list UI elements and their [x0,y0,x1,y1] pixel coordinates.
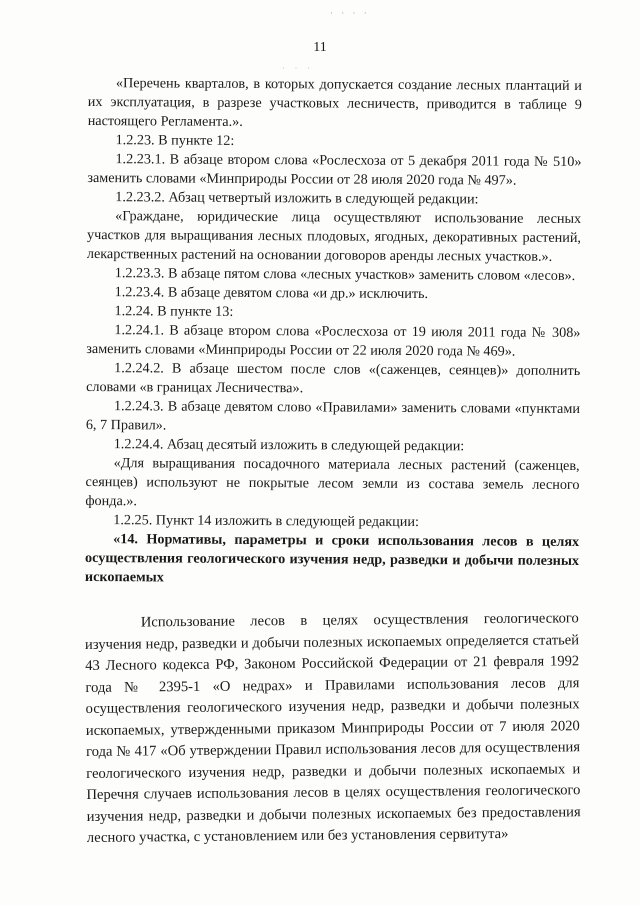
paragraph: 1.2.23.2. Абзац четвертый изложить в следующей редакции: [115,189,479,208]
paragraph: 1.2.24. В пункте 13: [114,303,234,320]
body-paragraph: Использование лесов в целях осуществления геологического изучения недр, разведки и добычи полезных ископаемых определяется статьей 43 Лесного кодекса РФ, Законом Российской Федерации от 21 февраля 1992 года № 2395-1 «О недрах» и Правилами использования лесов для осуществления геологического изучения недр, разведки и добычи полезных ископаемых, утвержденными приказом Минприроды России от 7 июля 2020 года № 417 «Об утверждении Правил использования лесов для осуществления геологического изучения недр, разведки и добычи полезных ископаемых и Перечня случаев использования лесов в целях осуществления геологического изучения недр, разведки и добычи полезных ископаемых без предоставления лесного участка, с установлением или без установления сервитута» [84,610,581,846]
paragraph: «Для выращивания посадочного материала лесных растений (саженцев, сеянцев) используют не покрытые лесом земли из состава земель лесного фонда.». [85,455,580,510]
paragraph: 1.2.24.4. Абзац десятый изложить в следующей редакции: [113,436,465,455]
paragraph: 1.2.24.1. В абзаце втором слова «Рослесхоза от 19 июля 2011 года № 308» заменить словами «Минприроды России от 22 июля 2020 года № 469». [86,322,581,360]
paragraph: 1.2.23.3. В абзаце пятом слова «лесных участков» заменить словом «лесов». [114,265,576,284]
paragraph: 1.2.24.3. В абзаце девятом слово «Правилами» заменить словами «пунктами 6, 7 Правил». [85,398,581,434]
scan-specks: · · · · [330,8,370,18]
page-number: 11 [313,40,327,55]
section-heading: «14. Нормативы, параметры и сроки использования лесов в целях осуществления геологического изучения недр, разведки и добычи полезных ископаемых [84,531,580,586]
paragraph: 1.2.24.2. В абзаце шестом после слов «(саженцев, сеянцев)» дополнить словами «в границах Лесничества». [86,360,581,397]
paragraph: «Перечень кварталов, в которых допускается создание лесных плантаций и их эксплуатация, в разрезе участковых лесничеств, приводится в таблице 9 настоящего Регламента.». [87,75,582,130]
paragraph: 1.2.23. В пункте 12: [115,132,235,149]
paragraph: «Граждане, юридические лица осуществляют использование лесных участков для выращивания лесных плодовых, ягодных, декоративных растений, лекарственных растений на основании договоров аренды лесных участков.». [86,208,582,265]
paragraph: 1.2.23.4. В абзаце девятом слова «и др.» исключить. [114,284,429,303]
document-content [83,74,582,853]
paragraph: 1.2.25. Пункт 14 изложить в следующей редакции: [113,512,419,531]
paragraph: 1.2.23.1. В абзаце втором слова «Рослесхоза от 5 декабря 2011 года № 510» заменить словами «Минприроды России от 28 июля 2020 года № 497». [87,151,582,189]
scan-specks: · · · [282,64,314,73]
